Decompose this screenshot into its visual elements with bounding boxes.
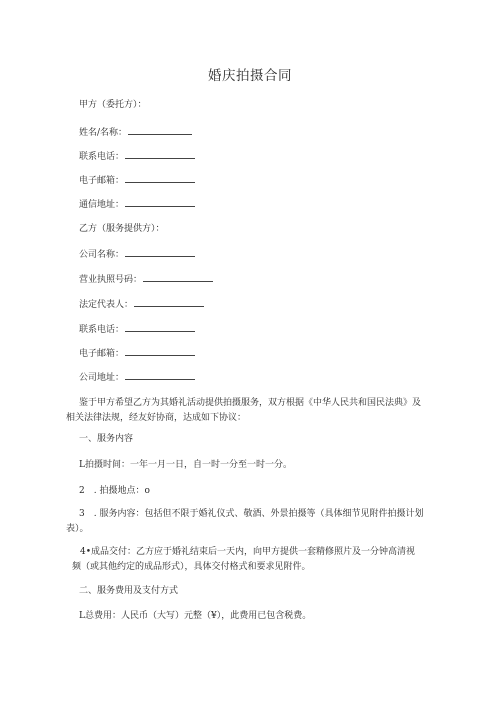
party-b-phone-row	[79, 323, 195, 336]
section1-item3: 3 . 服务内容：包括但不限于婚礼仪式、敬酒、外景拍摄等（具体细节见附件拍摄计划表）。	[66, 509, 424, 534]
party-b-company-label: 公司名称：	[79, 250, 125, 260]
party-b-email-row	[79, 347, 195, 360]
party-b-email-blank[interactable]	[125, 347, 195, 356]
party-b-heading: 乙方（服务提供方）：	[79, 224, 165, 234]
section1-item2: 2 . 拍摄地点：o	[79, 486, 150, 496]
party-b-email-label: 电子邮箱：	[79, 349, 125, 359]
party-a-name-blank[interactable]	[128, 126, 192, 135]
party-a-email-row	[79, 174, 195, 187]
party-b-address-label: 公司地址：	[79, 373, 125, 383]
party-b-rep-row	[79, 298, 204, 311]
party-b-rep-label: 法定代表人：	[79, 300, 134, 310]
party-a-name-label: 姓名/名称：	[79, 128, 128, 138]
party-a-email-blank[interactable]	[125, 174, 195, 183]
section1-item1: L拍摄时间：一年一月一日，自一时一分至一时一分。	[79, 460, 292, 470]
document-title: 婚庆拍摄合同	[208, 68, 292, 84]
party-a-address-blank[interactable]	[125, 198, 195, 207]
party-b-license-label: 营业执照号码：	[79, 275, 143, 285]
party-b-address-blank[interactable]	[125, 371, 195, 380]
section1-heading: 一、服务内容	[79, 434, 134, 444]
party-a-phone-row	[79, 150, 195, 163]
party-a-name-row	[79, 126, 192, 139]
party-b-phone-blank[interactable]	[125, 323, 195, 332]
section2-heading: 二、服务费用及支付方式	[79, 586, 179, 596]
party-a-address-row	[79, 198, 195, 211]
party-b-company-row	[79, 248, 195, 261]
party-a-heading: 甲方（委托方）：	[79, 100, 147, 110]
party-b-rep-blank[interactable]	[134, 298, 204, 307]
section2-item1: L总费用：人民币（大写）元整（¥），此费用已包含税费。	[79, 611, 312, 621]
party-b-phone-label: 联系电话：	[79, 325, 125, 335]
party-b-company-blank[interactable]	[125, 248, 195, 257]
preamble-paragraph: 鉴于甲方希望乙方为其婚礼活动提供拍摄服务，双方根据《中华人民共和国民法典》及相关法律法规，经友好协商，达成如下协议：	[66, 398, 422, 423]
party-a-phone-blank[interactable]	[125, 150, 195, 159]
party-b-license-row	[79, 273, 213, 286]
party-b-license-blank[interactable]	[143, 273, 213, 282]
party-a-phone-label: 联系电话：	[79, 152, 125, 162]
section1-item4: 4•成品交付：乙方应于婚礼结束后一天内，向甲方提供一套精修照片及一分钟高清视频（或其他约定的成品形式），具体交付格式和要求见附件。	[72, 547, 416, 572]
party-a-address-label: 通信地址：	[79, 200, 125, 210]
party-b-address-row	[79, 371, 195, 384]
party-a-email-label: 电子邮箱：	[79, 176, 125, 186]
